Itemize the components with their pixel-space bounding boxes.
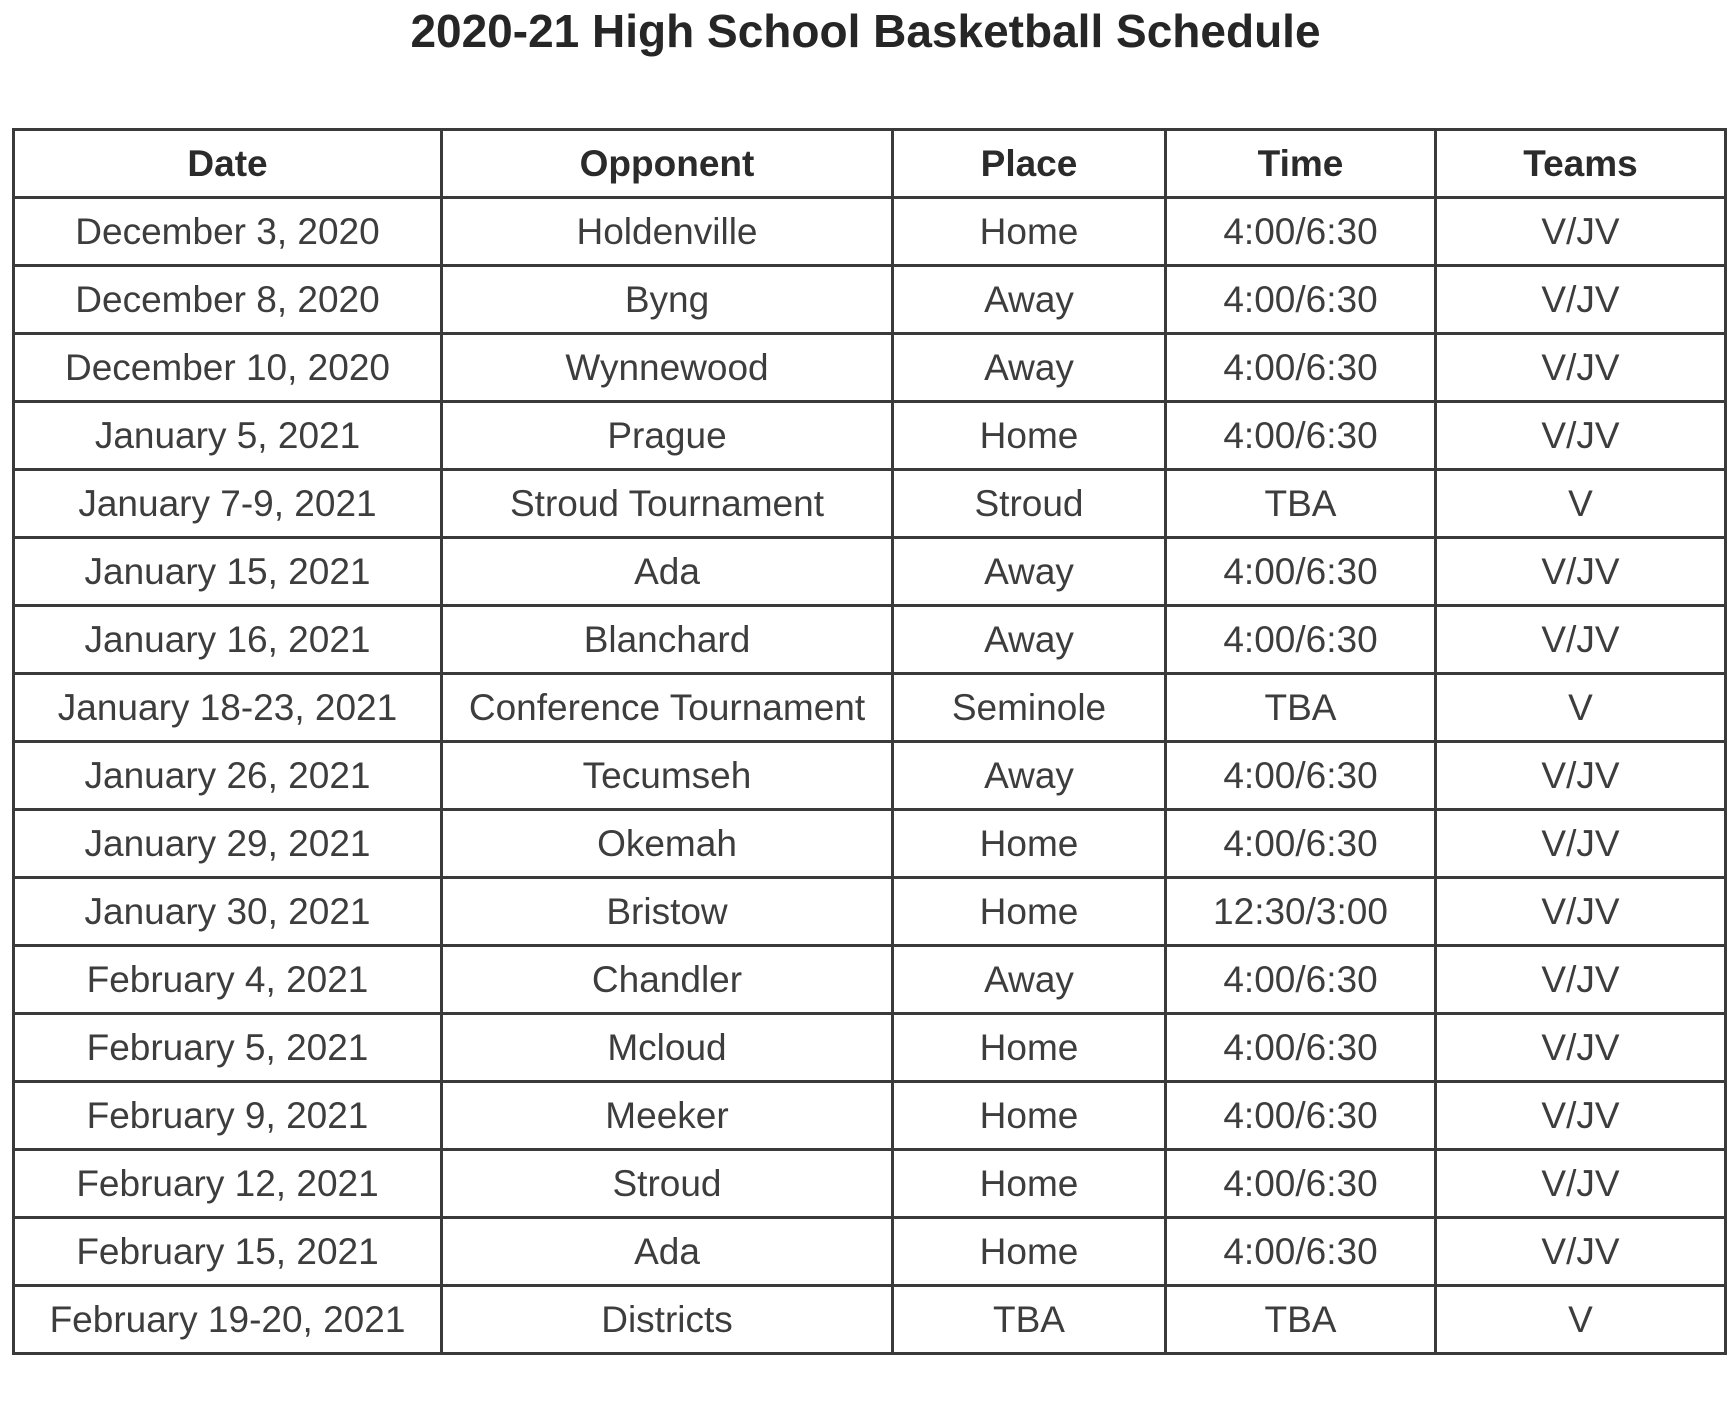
table-row: [14, 538, 1726, 606]
time-cell: 12:30/3:00: [1166, 878, 1436, 946]
date-cell: February 4, 2021: [14, 946, 442, 1014]
date-cell: February 9, 2021: [14, 1082, 442, 1150]
teams-cell: V/JV: [1436, 266, 1726, 334]
place-cell: TBA: [893, 1286, 1166, 1354]
time-cell: 4:00/6:30: [1166, 946, 1436, 1014]
time-cell: 4:00/6:30: [1166, 810, 1436, 878]
date-cell: February 19-20, 2021: [14, 1286, 442, 1354]
schedule-table: [12, 128, 1727, 1355]
table-row: [14, 1150, 1726, 1218]
date-cell: December 3, 2020: [14, 198, 442, 266]
time-cell: TBA: [1166, 674, 1436, 742]
column-header-teams: Teams: [1436, 130, 1726, 198]
teams-cell: V/JV: [1436, 878, 1726, 946]
teams-cell: V/JV: [1436, 1082, 1726, 1150]
teams-cell: V/JV: [1436, 742, 1726, 810]
table-row: [14, 470, 1726, 538]
date-cell: February 15, 2021: [14, 1218, 442, 1286]
place-cell: Away: [893, 742, 1166, 810]
page-title: 2020-21 High School Basketball Schedule: [410, 5, 1321, 57]
place-cell: Home: [893, 198, 1166, 266]
opponent-cell: Stroud: [442, 1150, 893, 1218]
date-cell: February 12, 2021: [14, 1150, 442, 1218]
opponent-cell: Ada: [442, 1218, 893, 1286]
table-row: [14, 1082, 1726, 1150]
table-row: [14, 810, 1726, 878]
date-cell: December 10, 2020: [14, 334, 442, 402]
teams-cell: V/JV: [1436, 946, 1726, 1014]
time-cell: 4:00/6:30: [1166, 198, 1436, 266]
date-cell: December 8, 2020: [14, 266, 442, 334]
time-cell: 4:00/6:30: [1166, 742, 1436, 810]
opponent-cell: Wynnewood: [442, 334, 893, 402]
time-cell: 4:00/6:30: [1166, 1150, 1436, 1218]
table-row: [14, 402, 1726, 470]
time-cell: 4:00/6:30: [1166, 538, 1436, 606]
teams-cell: V/JV: [1436, 198, 1726, 266]
date-cell: January 18-23, 2021: [14, 674, 442, 742]
opponent-cell: Tecumseh: [442, 742, 893, 810]
teams-cell: V/JV: [1436, 334, 1726, 402]
opponent-cell: Meeker: [442, 1082, 893, 1150]
opponent-cell: Stroud Tournament: [442, 470, 893, 538]
date-cell: January 5, 2021: [14, 402, 442, 470]
place-cell: Home: [893, 1014, 1166, 1082]
teams-cell: V: [1436, 1286, 1726, 1354]
time-cell: 4:00/6:30: [1166, 266, 1436, 334]
place-cell: Away: [893, 266, 1166, 334]
time-cell: 4:00/6:30: [1166, 1218, 1436, 1286]
table-row: [14, 198, 1726, 266]
date-cell: January 15, 2021: [14, 538, 442, 606]
date-cell: January 30, 2021: [14, 878, 442, 946]
time-cell: TBA: [1166, 470, 1436, 538]
place-cell: Away: [893, 606, 1166, 674]
date-cell: February 5, 2021: [14, 1014, 442, 1082]
teams-cell: V/JV: [1436, 1150, 1726, 1218]
table-row: [14, 1286, 1726, 1354]
column-header-opponent: Opponent: [442, 130, 893, 198]
opponent-cell: Prague: [442, 402, 893, 470]
time-cell: 4:00/6:30: [1166, 402, 1436, 470]
place-cell: Home: [893, 1218, 1166, 1286]
place-cell: Home: [893, 878, 1166, 946]
time-cell: 4:00/6:30: [1166, 1014, 1436, 1082]
table-row: [14, 1014, 1726, 1082]
table-row: [14, 266, 1726, 334]
table-row: [14, 334, 1726, 402]
column-header-date: Date: [14, 130, 442, 198]
place-cell: Home: [893, 810, 1166, 878]
schedule-table-body: [14, 198, 1726, 1354]
place-cell: Home: [893, 402, 1166, 470]
place-cell: Home: [893, 1082, 1166, 1150]
table-row: [14, 946, 1726, 1014]
column-header-time: Time: [1166, 130, 1436, 198]
table-row: [14, 1218, 1726, 1286]
time-cell: 4:00/6:30: [1166, 1082, 1436, 1150]
place-cell: Home: [893, 1150, 1166, 1218]
table-row: [14, 742, 1726, 810]
opponent-cell: Okemah: [442, 810, 893, 878]
date-cell: January 29, 2021: [14, 810, 442, 878]
time-cell: 4:00/6:30: [1166, 334, 1436, 402]
teams-cell: V/JV: [1436, 606, 1726, 674]
opponent-cell: Holdenville: [442, 198, 893, 266]
opponent-cell: Districts: [442, 1286, 893, 1354]
date-cell: January 7-9, 2021: [14, 470, 442, 538]
table-row: [14, 674, 1726, 742]
date-cell: January 26, 2021: [14, 742, 442, 810]
teams-cell: V/JV: [1436, 810, 1726, 878]
place-cell: Stroud: [893, 470, 1166, 538]
time-cell: 4:00/6:30: [1166, 606, 1436, 674]
opponent-cell: Byng: [442, 266, 893, 334]
opponent-cell: Blanchard: [442, 606, 893, 674]
opponent-cell: Conference Tournament: [442, 674, 893, 742]
teams-cell: V: [1436, 470, 1726, 538]
table-row: [14, 606, 1726, 674]
column-header-place: Place: [893, 130, 1166, 198]
place-cell: Away: [893, 334, 1166, 402]
opponent-cell: Bristow: [442, 878, 893, 946]
time-cell: TBA: [1166, 1286, 1436, 1354]
place-cell: Seminole: [893, 674, 1166, 742]
opponent-cell: Mcloud: [442, 1014, 893, 1082]
place-cell: Away: [893, 946, 1166, 1014]
teams-cell: V/JV: [1436, 1218, 1726, 1286]
opponent-cell: Ada: [442, 538, 893, 606]
teams-cell: V/JV: [1436, 402, 1726, 470]
teams-cell: V/JV: [1436, 1014, 1726, 1082]
table-header-row: [14, 130, 1726, 198]
date-cell: January 16, 2021: [14, 606, 442, 674]
opponent-cell: Chandler: [442, 946, 893, 1014]
place-cell: Away: [893, 538, 1166, 606]
teams-cell: V: [1436, 674, 1726, 742]
teams-cell: V/JV: [1436, 538, 1726, 606]
table-row: [14, 878, 1726, 946]
